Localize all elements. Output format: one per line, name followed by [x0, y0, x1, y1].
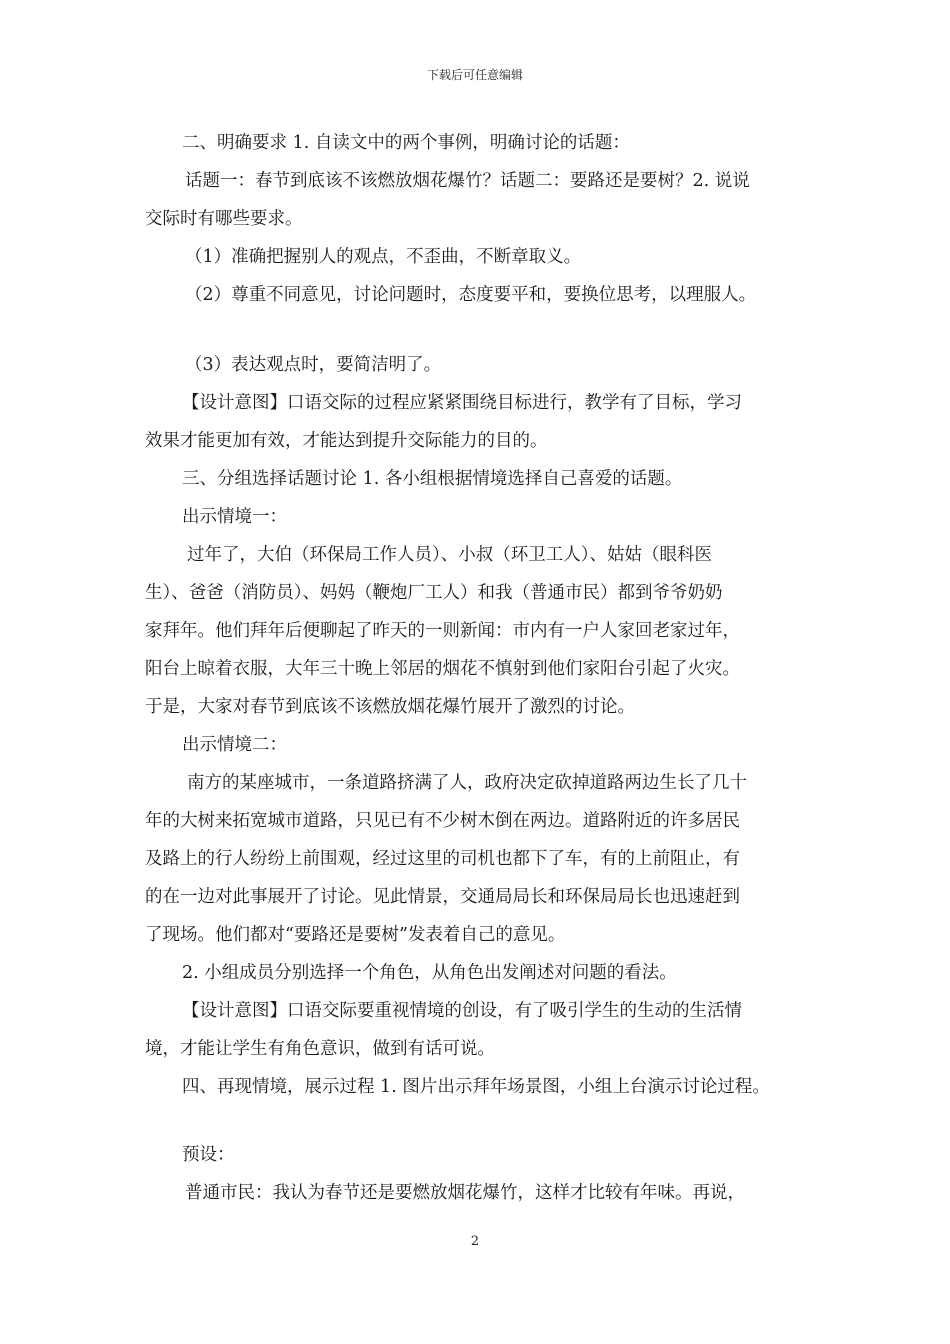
page-header: 下载后可任意编辑	[426, 68, 523, 82]
text-line: 二、明确要求 1. 自读文中的两个事例，明确讨论的话题：	[182, 133, 630, 153]
text-line: （1）准确把握别人的观点，不歪曲，不断章取义。	[185, 247, 582, 267]
text-line: （2）尊重不同意见，讨论问题时，态度要平和，要换位思考，以理服人。	[185, 285, 757, 305]
text-line: 过年了，大伯（环保局工作人员）、小叔（环卫工人）、姑姑（眼科医	[187, 545, 712, 565]
text-line: 2. 小组成员分别选择一个角色，从角色出发阐述对问题的看法。	[182, 963, 677, 983]
text-line: （3）表达观点时，要简洁明了。	[185, 355, 442, 375]
text-line: 预设：	[182, 1145, 235, 1165]
text-line: 家拜年。他们拜年后便聊起了昨天的一则新闻：市内有一户人家回老家过年，	[145, 621, 740, 641]
text-line: 生）、爸爸（消防员）、妈妈（鞭炮厂工人）和我（普通市民）都到爷爷奶奶	[145, 583, 723, 603]
text-line: 四、再现情境，展示过程 1. 图片出示拜年场景图，小组上台演示讨论过程。	[182, 1077, 770, 1097]
text-line: 阳台上晾着衣服，大年三十晚上邻居的烟花不慎射到他们家阳台引起了火灾。	[145, 659, 740, 679]
text-line: 境，才能让学生有角色意识，做到有话可说。	[145, 1039, 495, 1059]
text-line: 南方的某座城市，一条道路挤满了人，政府决定砍掉道路两边生长了几十	[187, 773, 747, 793]
text-line: 效果才能更加有效，才能达到提升交际能力的目的。	[145, 431, 548, 451]
text-line: 【设计意图】口语交际要重视情境的创设，有了吸引学生的生动的生活情	[182, 1001, 742, 1021]
text-line: 及路上的行人纷纷上前围观，经过这里的司机也都下了车，有的上前阻止，有	[145, 849, 740, 869]
text-line: 的在一边对此事展开了讨论。见此情景，交通局局长和环保局局长也迅速赶到	[145, 887, 740, 907]
text-line: 出示情境一：	[182, 507, 287, 527]
text-line: 年的大树来拓宽城市道路，只见已有不少树木倒在两边。道路附近的许多居民	[145, 811, 740, 831]
text-line: 出示情境二：	[182, 735, 287, 755]
text-line: 普通市民：我认为春节还是要燃放烟花爆竹，这样才比较有年味。再说，	[185, 1183, 745, 1203]
text-line: 交际时有哪些要求。	[145, 209, 303, 229]
page-number: 2	[470, 1234, 480, 1249]
text-line: 三、分组选择话题讨论 1. 各小组根据情境选择自己喜爱的话题。	[182, 469, 683, 489]
text-line: 了现场。他们都对“要路还是要树”发表着自己的意见。	[145, 925, 566, 945]
text-line: 【设计意图】口语交际的过程应紧紧围绕目标进行，教学有了目标，学习	[182, 393, 742, 413]
text-line: 话题一：春节到底该不该燃放烟花爆竹？话题二：要路还是要树？2. 说说	[185, 171, 750, 191]
text-line: 于是，大家对春节到底该不该燃放烟花爆竹展开了激烈的讨论。	[145, 697, 635, 717]
